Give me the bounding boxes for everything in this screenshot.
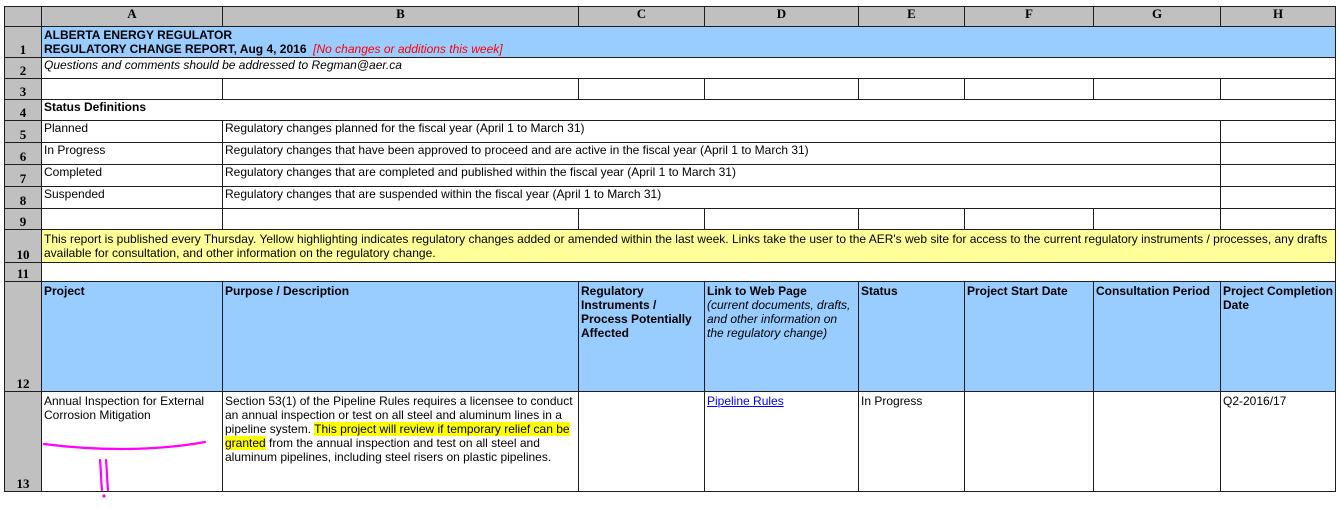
sheet-row [5, 100, 1336, 121]
cell[interactable] [579, 209, 705, 230]
report-org-name: ALBERTA ENERGY REGULATOR [44, 28, 233, 42]
completion-date-header[interactable]: Project Completion Date [1221, 282, 1336, 392]
column-header-g[interactable]: G [1094, 7, 1221, 27]
column-header-d[interactable]: D [705, 7, 859, 27]
instruments-cell[interactable] [579, 392, 705, 492]
instruments-header[interactable]: Regulatory Instruments / Process Potentially Affected [579, 282, 705, 392]
status-definition-cell[interactable]: Regulatory changes planned for the fiscal year (April 1 to March 31) [223, 121, 1221, 143]
project-header[interactable]: Project [42, 282, 223, 392]
report-title-line [44, 42, 1333, 56]
status-definitions-heading[interactable]: Status Definitions [42, 100, 1336, 121]
cell[interactable] [223, 79, 579, 100]
status-header[interactable]: Status [859, 282, 965, 392]
start-date-cell[interactable] [965, 392, 1094, 492]
row-header-11[interactable]: 11 [5, 263, 42, 282]
completion-date-cell[interactable]: Q2-2016/17 [1221, 392, 1336, 492]
column-header-b[interactable]: B [223, 7, 579, 27]
column-header-row [5, 7, 1336, 27]
cell[interactable] [1221, 209, 1336, 230]
row-header-10[interactable]: 10 [5, 230, 42, 263]
table-header-row [5, 282, 1336, 392]
project-name-cell[interactable]: Annual Inspection for External Corrosion Mitigation [42, 392, 223, 492]
row-header-5[interactable]: 5 [5, 121, 42, 143]
cell[interactable] [1221, 187, 1336, 209]
purpose-header[interactable]: Purpose / Description [223, 282, 579, 392]
description-text: Section 53(1) of the Pipeline Rules requires a licensee to conduct an annual inspection or test on all steel and aluminum lines in a pipeline system. [225, 394, 573, 436]
sheet-row [5, 209, 1336, 230]
column-header-h[interactable]: H [1221, 7, 1336, 27]
start-date-header[interactable]: Project Start Date [965, 282, 1094, 392]
pipeline-rules-link[interactable]: Pipeline Rules [707, 394, 784, 408]
table-row [5, 392, 1336, 492]
cell[interactable] [705, 209, 859, 230]
cell[interactable] [1221, 79, 1336, 100]
row-header-1[interactable]: 1 [5, 27, 42, 58]
sheet-row [5, 58, 1336, 79]
report-title: REGULATORY CHANGE REPORT, Aug 4, 2016 [44, 42, 307, 56]
cell[interactable] [1221, 121, 1336, 143]
row-header-3[interactable]: 3 [5, 79, 42, 100]
row-header-4[interactable]: 4 [5, 100, 42, 121]
report-notice-cell[interactable]: This report is published every Thursday. Yellow highlighting indicates regulatory changes added or amended within the last week. Links take the user to the AER's web site for access to the current regulatory instruments / processes, any drafts available for consultation, and other information on the regulatory change. [42, 230, 1336, 263]
status-definition-cell[interactable]: Regulatory changes that are suspended within the fiscal year (April 1 to March 31) [223, 187, 1221, 209]
row-header-8[interactable]: 8 [5, 187, 42, 209]
select-all-corner[interactable] [5, 7, 42, 27]
sheet-row [5, 27, 1336, 58]
row-header-2[interactable]: 2 [5, 58, 42, 79]
link-cell[interactable] [705, 392, 859, 492]
link-header-title: Link to Web Page [707, 284, 807, 298]
status-definition-cell[interactable]: Regulatory changes that have been approved to proceed and are active in the fiscal year (April 1 to March 31) [223, 143, 1221, 165]
cell[interactable] [42, 79, 223, 100]
status-cell[interactable]: In Progress [859, 392, 965, 492]
cell[interactable] [223, 209, 579, 230]
cell[interactable] [42, 263, 1336, 282]
status-name-cell[interactable]: Suspended [42, 187, 223, 209]
cell[interactable] [1221, 143, 1336, 165]
row-header-9[interactable]: 9 [5, 209, 42, 230]
status-name-cell[interactable]: In Progress [42, 143, 223, 165]
column-header-a[interactable]: A [42, 7, 223, 27]
cell[interactable] [859, 79, 965, 100]
cell[interactable] [1094, 209, 1221, 230]
cell[interactable] [965, 79, 1094, 100]
consultation-cell[interactable] [1094, 392, 1221, 492]
link-header[interactable] [705, 282, 859, 392]
sheet-row [5, 121, 1336, 143]
description-highlight: This project will review if temporary relief can be granted [225, 422, 570, 450]
cell[interactable] [42, 209, 223, 230]
status-definition-cell[interactable]: Regulatory changes that are completed and published within the fiscal year (April 1 to March 31) [223, 165, 1221, 187]
cell[interactable] [1221, 165, 1336, 187]
row-header-6[interactable]: 6 [5, 143, 42, 165]
sheet-row [5, 165, 1336, 187]
cell[interactable] [859, 209, 965, 230]
row-header-12[interactable]: 12 [5, 282, 42, 392]
column-header-e[interactable]: E [859, 7, 965, 27]
column-header-c[interactable]: C [579, 7, 705, 27]
cell[interactable] [705, 79, 859, 100]
row-header-7[interactable]: 7 [5, 165, 42, 187]
sheet-row [5, 187, 1336, 209]
cell[interactable] [579, 79, 705, 100]
status-name-cell[interactable]: Planned [42, 121, 223, 143]
contact-cell[interactable]: Questions and comments should be addressed to Regman@aer.ca [42, 58, 1336, 79]
sheet-row [5, 230, 1336, 263]
description-text-end: from the annual inspection and test on all steel and aluminum pipelines, including steel risers on plastic pipelines. [225, 436, 552, 464]
consultation-header[interactable]: Consultation Period [1094, 282, 1221, 392]
project-description-cell[interactable] [223, 392, 579, 492]
column-header-f[interactable]: F [965, 7, 1094, 27]
link-header-subtitle: (current documents, drafts, and other information on the regulatory change) [707, 298, 851, 340]
sheet-row [5, 143, 1336, 165]
report-change-note: [No changes or additions this week] [313, 42, 503, 56]
spreadsheet-grid [4, 6, 1336, 492]
report-title-cell[interactable] [42, 27, 1336, 58]
sheet-row [5, 263, 1336, 282]
cell[interactable] [1094, 79, 1221, 100]
status-name-cell[interactable]: Completed [42, 165, 223, 187]
cell[interactable] [965, 209, 1094, 230]
sheet-row [5, 79, 1336, 100]
row-header-13[interactable]: 13 [5, 392, 42, 492]
